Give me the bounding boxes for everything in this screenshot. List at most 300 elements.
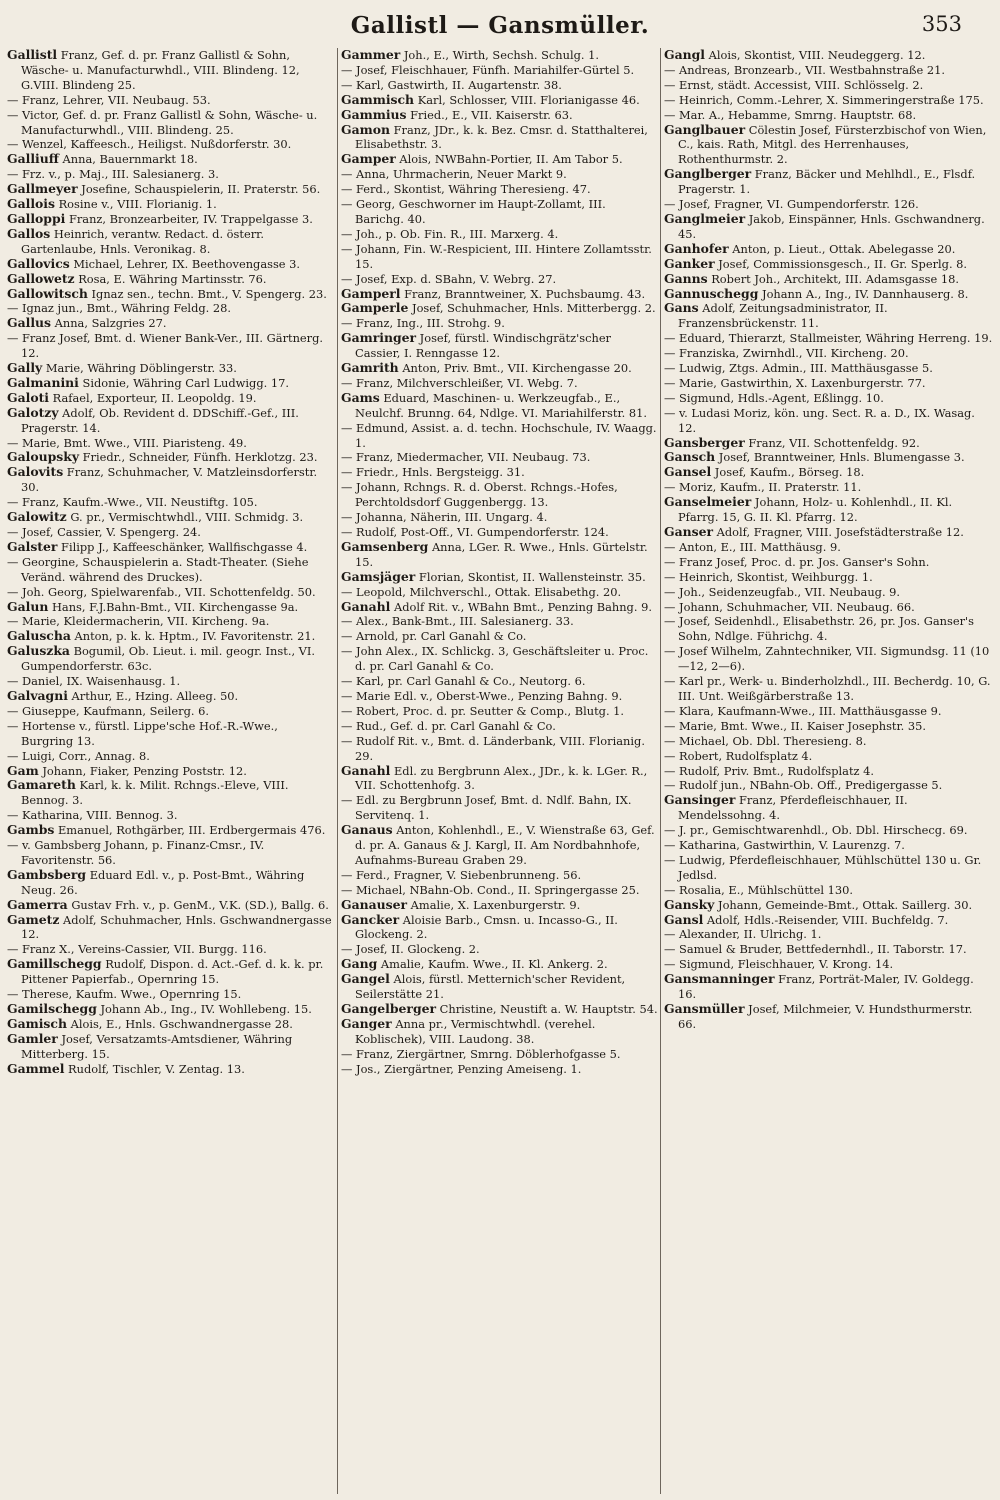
entry-surname: — Josef, — [7, 525, 54, 539]
directory-entry — [341, 1047, 658, 1062]
entry-details: Bank-Bmt., III. Salesianerg. 33. — [388, 614, 574, 629]
directory-entry — [341, 957, 658, 972]
entry-details: Franz, Pferdefleischhauer, II. Mendelssohng. 4. — [678, 793, 908, 823]
entry-surname: — Joh. Georg, — [7, 584, 88, 599]
entry-details: Bmt. Wwe., II. Kaiser Josephstr. 35. — [716, 718, 927, 733]
directory-entry — [664, 600, 993, 615]
entry-surname: — Joh., — [341, 226, 383, 241]
entry-details: Cassier, V. Spengerg. 24. — [53, 525, 201, 539]
directory-entry — [664, 704, 993, 719]
entry-details: Fragner, VI. Gumpendorferstr. 126. — [710, 197, 919, 212]
entry-surname: — Johann, — [341, 241, 400, 256]
directory-entry — [664, 853, 993, 883]
entry-surname: Galovits — [7, 464, 64, 480]
entry-details: Post-Off., VI. Gumpendorferstr. 124. — [397, 525, 609, 539]
entry-surname: — Luigi, — [7, 748, 56, 763]
entry-surname: Galloppi — [7, 210, 66, 226]
entry-surname: Ganhofer — [664, 240, 729, 256]
entry-surname: — Sigmund, — [664, 390, 735, 405]
entry-surname: — v. Gambsberg — [7, 838, 101, 853]
entry-surname: — Anton, — [664, 539, 717, 554]
entry-surname: Gansinger — [664, 792, 736, 808]
entry-surname: Gamperle — [341, 300, 409, 316]
directory-entry — [341, 883, 658, 898]
entry-surname: Ganahl — [341, 598, 391, 614]
directory-entry — [7, 287, 333, 302]
directory-entry — [341, 182, 658, 197]
entry-surname: Galoupsky — [7, 449, 80, 465]
directory-entry — [7, 838, 333, 868]
directory-entry — [7, 391, 333, 406]
entry-surname: Gangelberger — [341, 1001, 437, 1016]
directory-entry — [664, 525, 993, 540]
directory-column-middle — [341, 48, 658, 1494]
entry-details: Corr., Annag. 8. — [55, 748, 150, 763]
directory-entry — [341, 450, 658, 465]
entry-details: Aloisie Barb., Cmsn. u. Incasso-G., II. Glockeng. 2. — [355, 912, 618, 942]
directory-entry — [341, 376, 658, 391]
entry-details: p. Maj., III. Salesianerg. 3. — [60, 167, 219, 182]
entry-details: Thierarzt, Stallmeister, Währing Herreng. 19. — [725, 331, 993, 346]
entry-surname: — Michael, — [341, 882, 406, 897]
directory-entry — [7, 1032, 333, 1062]
directory-entry — [664, 480, 993, 495]
entry-surname: — Alexander, — [664, 927, 741, 942]
directory-entry — [341, 689, 658, 704]
directory-entry — [664, 465, 993, 480]
entry-surname: Gamon — [341, 121, 390, 137]
entry-surname: — Marie, — [664, 375, 717, 390]
entry-details: Gustav Frh. v., p. GenM., V.K. (SD.), Ballg. 6. — [67, 897, 329, 912]
entry-details: Marie, Währing Döblingerstr. 33. — [42, 361, 237, 376]
entry-details: Jakob, Einspänner, Hnls. Gschwandnerg. 45. — [678, 211, 985, 241]
entry-details: Anna, Salzgries 27. — [51, 316, 167, 331]
entry-details: Franz, Bronzearbeiter, IV. Trappelgasse 3. — [65, 211, 313, 226]
entry-details: Adolf, Fragner, VIII. Josefstädterstraße 12. — [713, 525, 964, 539]
entry-details: Ing., III. Strohg. 9. — [393, 316, 505, 331]
entry-surname: — Wenzel, — [7, 137, 67, 152]
entry-details: IX. Schlickg. 3, Geschäftsleiter u. Proc. d. pr. Carl Ganahl & Co. — [355, 644, 649, 674]
entry-details: Ignaz sen., techn. Bmt., V. Spengerg. 23. — [87, 286, 327, 301]
entry-surname: — Ludwig, — [664, 852, 726, 867]
entry-details: Anna, LGer. R. Wwe., Hnls. Gürtelstr. 15. — [355, 539, 648, 569]
entry-surname: Gams — [341, 389, 380, 405]
entry-surname: Gamper — [341, 151, 396, 167]
entry-surname: — Franziska, — [664, 346, 740, 361]
entry-details: Hebamme, Smrng. Hauptstr. 68. — [724, 107, 917, 122]
entry-surname: — Marie, — [7, 435, 60, 450]
entry-details: Anna pr., Vermischtwhdl. (verehel. Koblischek), VIII. Laudong. 38. — [355, 1016, 596, 1046]
entry-details: Franz, Bäcker und Mehlhdl., E., Flsdf. Pragerstr. 1. — [678, 167, 976, 197]
entry-details: Rosine v., VIII. Florianig. 1. — [54, 197, 217, 212]
entry-surname: Gamperl — [341, 285, 401, 301]
entry-details: Josef, Schuhmacher, Hnls. Mitterbergg. 2. — [408, 301, 656, 316]
entry-surname: — Andreas, — [664, 62, 731, 77]
entry-details: Fleischhauer, V. Krong. 14. — [734, 957, 894, 972]
entry-details: Bmt. d. Länderbank, VIII. Florianig. 29. — [355, 733, 645, 763]
entry-details: Adolf, Ob. Revident d. DDSchiff.-Gef., III. Pragerstr. 14. — [21, 405, 299, 435]
directory-entry — [341, 704, 658, 719]
entry-details: NBahn-Ob. Cond., II. Springergasse 25. — [405, 882, 640, 897]
entry-surname: Gallois — [7, 196, 55, 212]
directory-entry — [341, 123, 658, 153]
directory-entry — [664, 495, 993, 525]
directory-entry — [341, 301, 658, 316]
entry-surname: — Franz, — [341, 375, 394, 390]
entry-surname: Ganglmeier — [664, 210, 746, 226]
directory-entry — [7, 257, 333, 272]
entry-surname: — Michael, — [664, 733, 729, 748]
entry-surname: Ganaus — [341, 822, 393, 838]
entry-surname: Gamsjäger — [341, 568, 416, 584]
directory-entry — [664, 78, 993, 93]
directory-entry — [664, 212, 993, 242]
directory-entry — [341, 1062, 658, 1077]
directory-entry — [664, 570, 993, 585]
directory-entry — [7, 555, 333, 585]
entry-details: II. Glockeng. 2. — [387, 942, 480, 957]
entry-surname: — Ernst, — [664, 77, 715, 92]
entry-surname: — Karl, — [341, 77, 385, 92]
entry-surname: — Rosalia, — [664, 882, 725, 897]
directory-entry — [664, 48, 993, 63]
entry-surname: Ganglbauer — [664, 121, 746, 137]
entry-details: Johann Ab., Ing., IV. Wohllebeng. 15. — [96, 1002, 312, 1016]
directory-entry — [341, 48, 658, 63]
entry-details: Seidenhdl., Elisabethstr. 26, pr. Jos. Ganser's Sohn, Ndlge. Führichg. 4. — [678, 614, 975, 644]
directory-columns — [7, 48, 993, 1494]
directory-entry — [7, 197, 333, 212]
directory-entry — [341, 93, 658, 108]
entry-surname: Gallmeyer — [7, 181, 78, 197]
entry-details: Werk- u. Binderholzhdl., III. Becherdg. 10, G. III. Unt. Weißgärberstraße 13. — [678, 674, 991, 703]
entry-surname: Gansky — [664, 896, 715, 912]
directory-entry — [664, 674, 993, 704]
entry-details: Ziergärtner, Penzing Ameiseng. 1. — [380, 1061, 582, 1076]
entry-surname: — Georg, — [341, 197, 396, 212]
entry-details: Robert Joh., Architekt, III. Adamsgasse 18. — [707, 271, 959, 286]
page-number: 353 — [921, 12, 962, 36]
entry-surname: — Franz, — [7, 92, 60, 107]
entry-surname: Gam — [7, 762, 39, 778]
entry-surname: — Franz Josef, — [7, 331, 91, 346]
entry-details: VIII. Bennog. 3. — [82, 808, 178, 823]
directory-entry — [341, 1002, 658, 1017]
entry-surname: — Marie, — [7, 614, 60, 629]
entry-surname: — Josef, — [341, 942, 388, 957]
entry-details: Fleischhauer, Fünfh. Mariahilfer-Gürtel 5. — [387, 62, 635, 77]
entry-surname: — Franz X., — [7, 942, 75, 957]
directory-entry — [7, 272, 333, 287]
directory-entry — [341, 898, 658, 913]
directory-entry — [7, 585, 333, 600]
entry-surname: — Sigmund, — [664, 957, 735, 972]
directory-entry — [7, 689, 333, 704]
directory-entry — [7, 749, 333, 764]
page-title: Gallistl — Gansmüller. — [350, 12, 650, 39]
entry-surname: — Ludwig, — [664, 361, 726, 376]
entry-details: Johann, Gemeinde-Bmt., Ottak. Saillerg. 30. — [714, 897, 973, 912]
directory-entry — [664, 927, 993, 942]
entry-surname: — Johann, — [664, 599, 723, 614]
entry-details: Adolf, Zeitungsadministrator, II. Franzensbrückenstr. 11. — [678, 301, 888, 331]
entry-details: Bettfedernhdl., II. Taborstr. 17. — [782, 942, 967, 957]
entry-details: Kaufm.-Wwe., VII. Neustiftg. 105. — [59, 495, 258, 510]
entry-surname: Gammer — [341, 48, 401, 62]
entry-details: Zahntechniker, VII. Sigmundsg. 11 (10—12, 2—6). — [678, 644, 990, 674]
entry-details: Kaufmann-Wwe., III. Matthäusgasse 9. — [713, 703, 942, 718]
directory-entry — [341, 465, 658, 480]
directory-entry — [341, 972, 658, 1002]
directory-entry — [664, 883, 993, 898]
directory-entry — [341, 793, 658, 823]
directory-entry — [7, 376, 333, 391]
entry-surname: Gamrith — [341, 360, 399, 376]
entry-surname: Gametz — [7, 911, 60, 927]
entry-details: Oberst-Wwe., Penzing Bahng. 9. — [432, 688, 623, 703]
entry-details: Karl, k. k. Milit. Rchngs.-Eleve, VIII. Bennog. 3. — [21, 778, 289, 808]
directory-entry — [341, 331, 658, 361]
directory-entry — [7, 48, 333, 93]
entry-details: Zwirnhdl., VII. Kircheng. 20. — [739, 346, 909, 361]
directory-entry — [664, 272, 993, 287]
entry-details: Assist. a. d. techn. Hochschule, IV. Waagg. 1. — [355, 420, 657, 450]
entry-surname: — J. pr., — [664, 823, 709, 838]
entry-details: Kleidermacherin, VII. Kircheng. 9a. — [59, 614, 270, 629]
entry-surname: — Klara, — [664, 703, 714, 718]
directory-entry — [7, 436, 333, 451]
entry-surname: Gallus — [7, 315, 52, 331]
entry-details: Franz, Schuhmacher, V. Matzleinsdorferstr. 30. — [21, 465, 318, 495]
entry-details: Gastwirth, II. Augartenstr. 38. — [384, 77, 562, 92]
entry-surname: Galmanini — [7, 374, 79, 390]
directory-entry — [7, 913, 333, 943]
entry-details: Alois, E., Hnls. Gschwandnergasse 28. — [66, 1016, 293, 1031]
directory-entry — [7, 510, 333, 525]
entry-details: Kaufmann, Seilerg. 6. — [79, 703, 210, 718]
entry-details: Gef. d. pr. Carl Ganahl & Co. — [386, 718, 556, 733]
entry-details: Joh., E., Wirth, Sechsh. Schulg. 1. — [400, 48, 600, 62]
directory-entry — [7, 450, 333, 465]
entry-surname: — Ferd., — [341, 182, 391, 197]
directory-entry — [664, 376, 993, 391]
directory-entry — [341, 942, 658, 957]
directory-entry — [341, 242, 658, 272]
directory-entry — [664, 391, 993, 406]
entry-details: Franz, VII. Schottenfeldg. 92. — [744, 435, 920, 450]
directory-entry — [7, 108, 333, 138]
page-header — [0, 8, 1000, 48]
entry-surname: — Anna, — [341, 167, 390, 182]
directory-entry — [341, 361, 658, 376]
entry-surname: Gamareth — [7, 777, 76, 793]
entry-details: IX. Waisenhausg. 1. — [62, 674, 181, 689]
entry-surname: Gancker — [341, 911, 400, 927]
directory-entry — [341, 108, 658, 123]
directory-entry — [664, 898, 993, 913]
directory-entry — [341, 764, 658, 794]
directory-entry — [664, 749, 993, 764]
directory-entry — [7, 1002, 333, 1017]
entry-surname: — Johann, — [341, 480, 400, 495]
entry-details: Proc. d. pr. Seutter & Comp., Blutg. 1. — [399, 703, 625, 718]
entry-details: Arthur, E., Hzing. Alleeg. 50. — [67, 688, 239, 703]
entry-details: Proc. d. pr. Jos. Ganser's Sohn. — [747, 554, 930, 569]
entry-surname: — Franz, — [341, 1046, 394, 1061]
entry-surname: — Johanna, — [341, 510, 407, 525]
entry-surname: — Therese, — [7, 987, 73, 1002]
entry-surname: — Karl pr., — [664, 674, 726, 689]
entry-surname: — Friedr., — [341, 465, 399, 480]
entry-details: Heinrich, verantw. Redact. d. österr. Gartenlaube, Hnls. Veronikag. 8. — [21, 226, 264, 256]
directory-entry — [664, 957, 993, 972]
directory-entry — [664, 242, 993, 257]
directory-entry — [341, 600, 658, 615]
entry-details: Eduard Edl. v., p. Post-Bmt., Währing Neug. 26. — [21, 867, 305, 897]
directory-entry — [664, 972, 993, 1002]
entry-details: Schauspielerin a. Stadt-Theater. (Siehe Veränd. während des Druckes). — [21, 554, 309, 584]
directory-entry — [7, 167, 333, 182]
directory-entry — [7, 957, 333, 987]
entry-details: Bmt., Währing Feldg. 28. — [83, 301, 232, 316]
directory-entry — [7, 182, 333, 197]
directory-entry — [7, 614, 333, 629]
entry-surname: Gang — [341, 956, 378, 972]
entry-details: Gef. d. pr. Franz Gallistl & Sohn, Wäsche- u. Manufacturwhdl., VIII. Blindeng. 25. — [21, 107, 318, 137]
directory-entry — [664, 734, 993, 749]
entry-details: Josef, Branntweiner, Hnls. Blumengasse 3. — [715, 450, 965, 465]
entry-surname: — Edl. zu Bergbrunn — [341, 793, 463, 808]
entry-surname: Ganauser — [341, 896, 408, 912]
entry-details: pr. Carl Ganahl & Co., Neutorg. 6. — [384, 674, 586, 689]
entry-details: Rudolf, Tischler, V. Zentag. 13. — [64, 1061, 245, 1076]
entry-details: Michael, Lehrer, IX. Beethovengasse 3. — [69, 256, 301, 271]
entry-details: Skontist, Währing Theresieng. 47. — [390, 182, 591, 197]
entry-details: Milchverschleißer, VI. Webg. 7. — [393, 375, 578, 390]
entry-surname: — Josef, — [664, 197, 711, 212]
entry-details: Ziergärtner, Smrng. Döblerhofgasse 5. — [393, 1046, 621, 1061]
directory-entry — [664, 838, 993, 853]
entry-surname: — Josef, — [341, 62, 388, 77]
directory-entry — [7, 137, 333, 152]
entry-details: Rudolf, Dispon. d. Act.-Gef. d. k. k. pr. Pittener Papierfab., Opernring 15. — [21, 957, 324, 987]
entry-surname: — v. Ludasi — [664, 405, 730, 420]
entry-details: Johann, Fiaker, Penzing Poststr. 12. — [38, 763, 247, 778]
entry-details: Milchverschl., Ottak. Elisabethg. 20. — [405, 584, 622, 599]
directory-entry — [341, 63, 658, 78]
directory-entry — [341, 480, 658, 510]
entry-surname: — Ferd., — [341, 867, 391, 882]
directory-entry — [664, 793, 993, 823]
directory-entry — [7, 778, 333, 808]
entry-details: Hnls. Bergsteigg. 31. — [398, 465, 525, 480]
entry-surname: Gallistl — [7, 48, 58, 62]
entry-surname: — Marie Edl. v., — [341, 688, 433, 703]
directory-entry — [664, 123, 993, 168]
entry-surname: Gans — [664, 300, 699, 316]
directory-entry — [664, 942, 993, 957]
directory-entry — [7, 1062, 333, 1077]
entry-surname: — Arnold, — [341, 629, 399, 644]
entry-surname: Galowitz — [7, 509, 67, 525]
entry-surname: — Robert, — [664, 748, 723, 763]
entry-details: städt. Accessist, VIII. Schlösselg. 2. — [714, 77, 924, 92]
entry-details: Josefine, Schauspielerin, II. Praterstr. 56. — [77, 182, 321, 197]
entry-details: Anton, p. Lieut., Ottak. Abelegasse 20. — [728, 241, 956, 256]
directory-entry — [341, 540, 658, 570]
entry-details: Anna, Bauernmarkt 18. — [58, 152, 198, 167]
directory-entry — [7, 629, 333, 644]
entry-details: Pferdefleischhauer, Mühlschüttel 130 u. Gr. Jedlsd. — [678, 852, 982, 882]
entry-surname: — Rudolf jun., — [664, 778, 746, 793]
entry-surname: Gamringer — [341, 330, 417, 346]
directory-entry — [7, 495, 333, 510]
directory-entry — [341, 719, 658, 734]
directory-entry — [7, 93, 333, 108]
directory-entry — [341, 272, 658, 287]
entry-surname: — John Alex., — [341, 644, 419, 659]
entry-surname: — Josef, — [664, 614, 711, 629]
directory-entry — [7, 227, 333, 257]
entry-surname: Gangel — [341, 971, 390, 987]
directory-entry — [7, 644, 333, 674]
entry-details: Gastwirthin, X. Laxenburgerstr. 77. — [716, 375, 926, 390]
directory-entry — [664, 93, 993, 108]
directory-entry — [341, 421, 658, 451]
directory-entry — [341, 78, 658, 93]
entry-details: Miedermacher, VII. Neubaug. 73. — [393, 450, 591, 465]
entry-details: Josef, Bmt. d. Ndlf. Bahn, IX. Servitenq. 1. — [355, 793, 632, 823]
entry-surname: Galvagni — [7, 687, 68, 703]
directory-entry — [664, 913, 993, 928]
entry-details: Emanuel, Rothgärber, III. Erdbergermais 476. — [54, 823, 326, 838]
directory-entry — [7, 898, 333, 913]
entry-surname: Gansmüller — [664, 1001, 745, 1016]
entry-details: fürstl. Lippe'sche Hof.-R.-Wwe., Burgring 13. — [21, 718, 278, 748]
entry-details: p. Ob. Fin. R., III. Marxerg. 4. — [382, 226, 559, 241]
entry-details: Johann, p. Finanz-Cmsr., IV. Favoritenstr. 56. — [21, 838, 265, 867]
entry-details: Anton, p. k. k. Hptm., IV. Favoritenstr. 21. — [70, 629, 316, 644]
entry-surname: — Heinrich, — [664, 569, 734, 584]
entry-surname: Gammisch — [341, 91, 415, 107]
directory-entry — [7, 465, 333, 495]
directory-entry — [7, 868, 333, 898]
directory-entry — [7, 301, 333, 316]
directory-entry — [664, 555, 993, 570]
directory-entry — [341, 1017, 658, 1047]
directory-entry — [341, 823, 658, 868]
entry-surname: Gansel — [664, 464, 712, 480]
directory-entry — [341, 287, 658, 302]
entry-details: Bronzearb., VII. Westbahnstraße 21. — [730, 62, 945, 77]
entry-surname: Ganselmeier — [664, 494, 752, 510]
entry-details: Josef, Kaufm., Börseg. 18. — [711, 465, 865, 480]
entry-details: Johann, Holz- u. Kohlenhdl., II. Kl. Pfarrg. 15, G. II. Kl. Pfarrg. 12. — [678, 495, 953, 525]
entry-details: Fin. W.-Respicient, III. Hintere Zollamtsstr. 15. — [355, 241, 652, 271]
entry-surname: — Franz, — [341, 450, 394, 465]
entry-details: Eduard, Maschinen- u. Werkzeugfab., E., Neulchf. Brunng. 64, Ndlge. VI. Mariahilferstr. 81. — [355, 390, 648, 420]
entry-surname: — Hortense v., — [7, 718, 92, 733]
entry-details: Alois, fürstl. Metternich'scher Revident, Seilerstätte 21. — [355, 972, 626, 1002]
entry-surname: — Rudolf Rit. v., — [341, 733, 434, 748]
entry-details: Cölestin Josef, Fürsterzbischof von Wien, C., kais. Rath, Mitgl. des Herrenhauses, Rothenthurmstr. 2. — [678, 122, 987, 167]
directory-entry — [664, 450, 993, 465]
entry-details: Hdls.-Agent, Eßlingg. 10. — [734, 390, 884, 405]
entry-surname: Gammel — [7, 1060, 65, 1076]
entry-surname: Gallowitsch — [7, 285, 88, 301]
directory-entry — [341, 674, 658, 689]
entry-surname: Ganglberger — [664, 166, 752, 182]
